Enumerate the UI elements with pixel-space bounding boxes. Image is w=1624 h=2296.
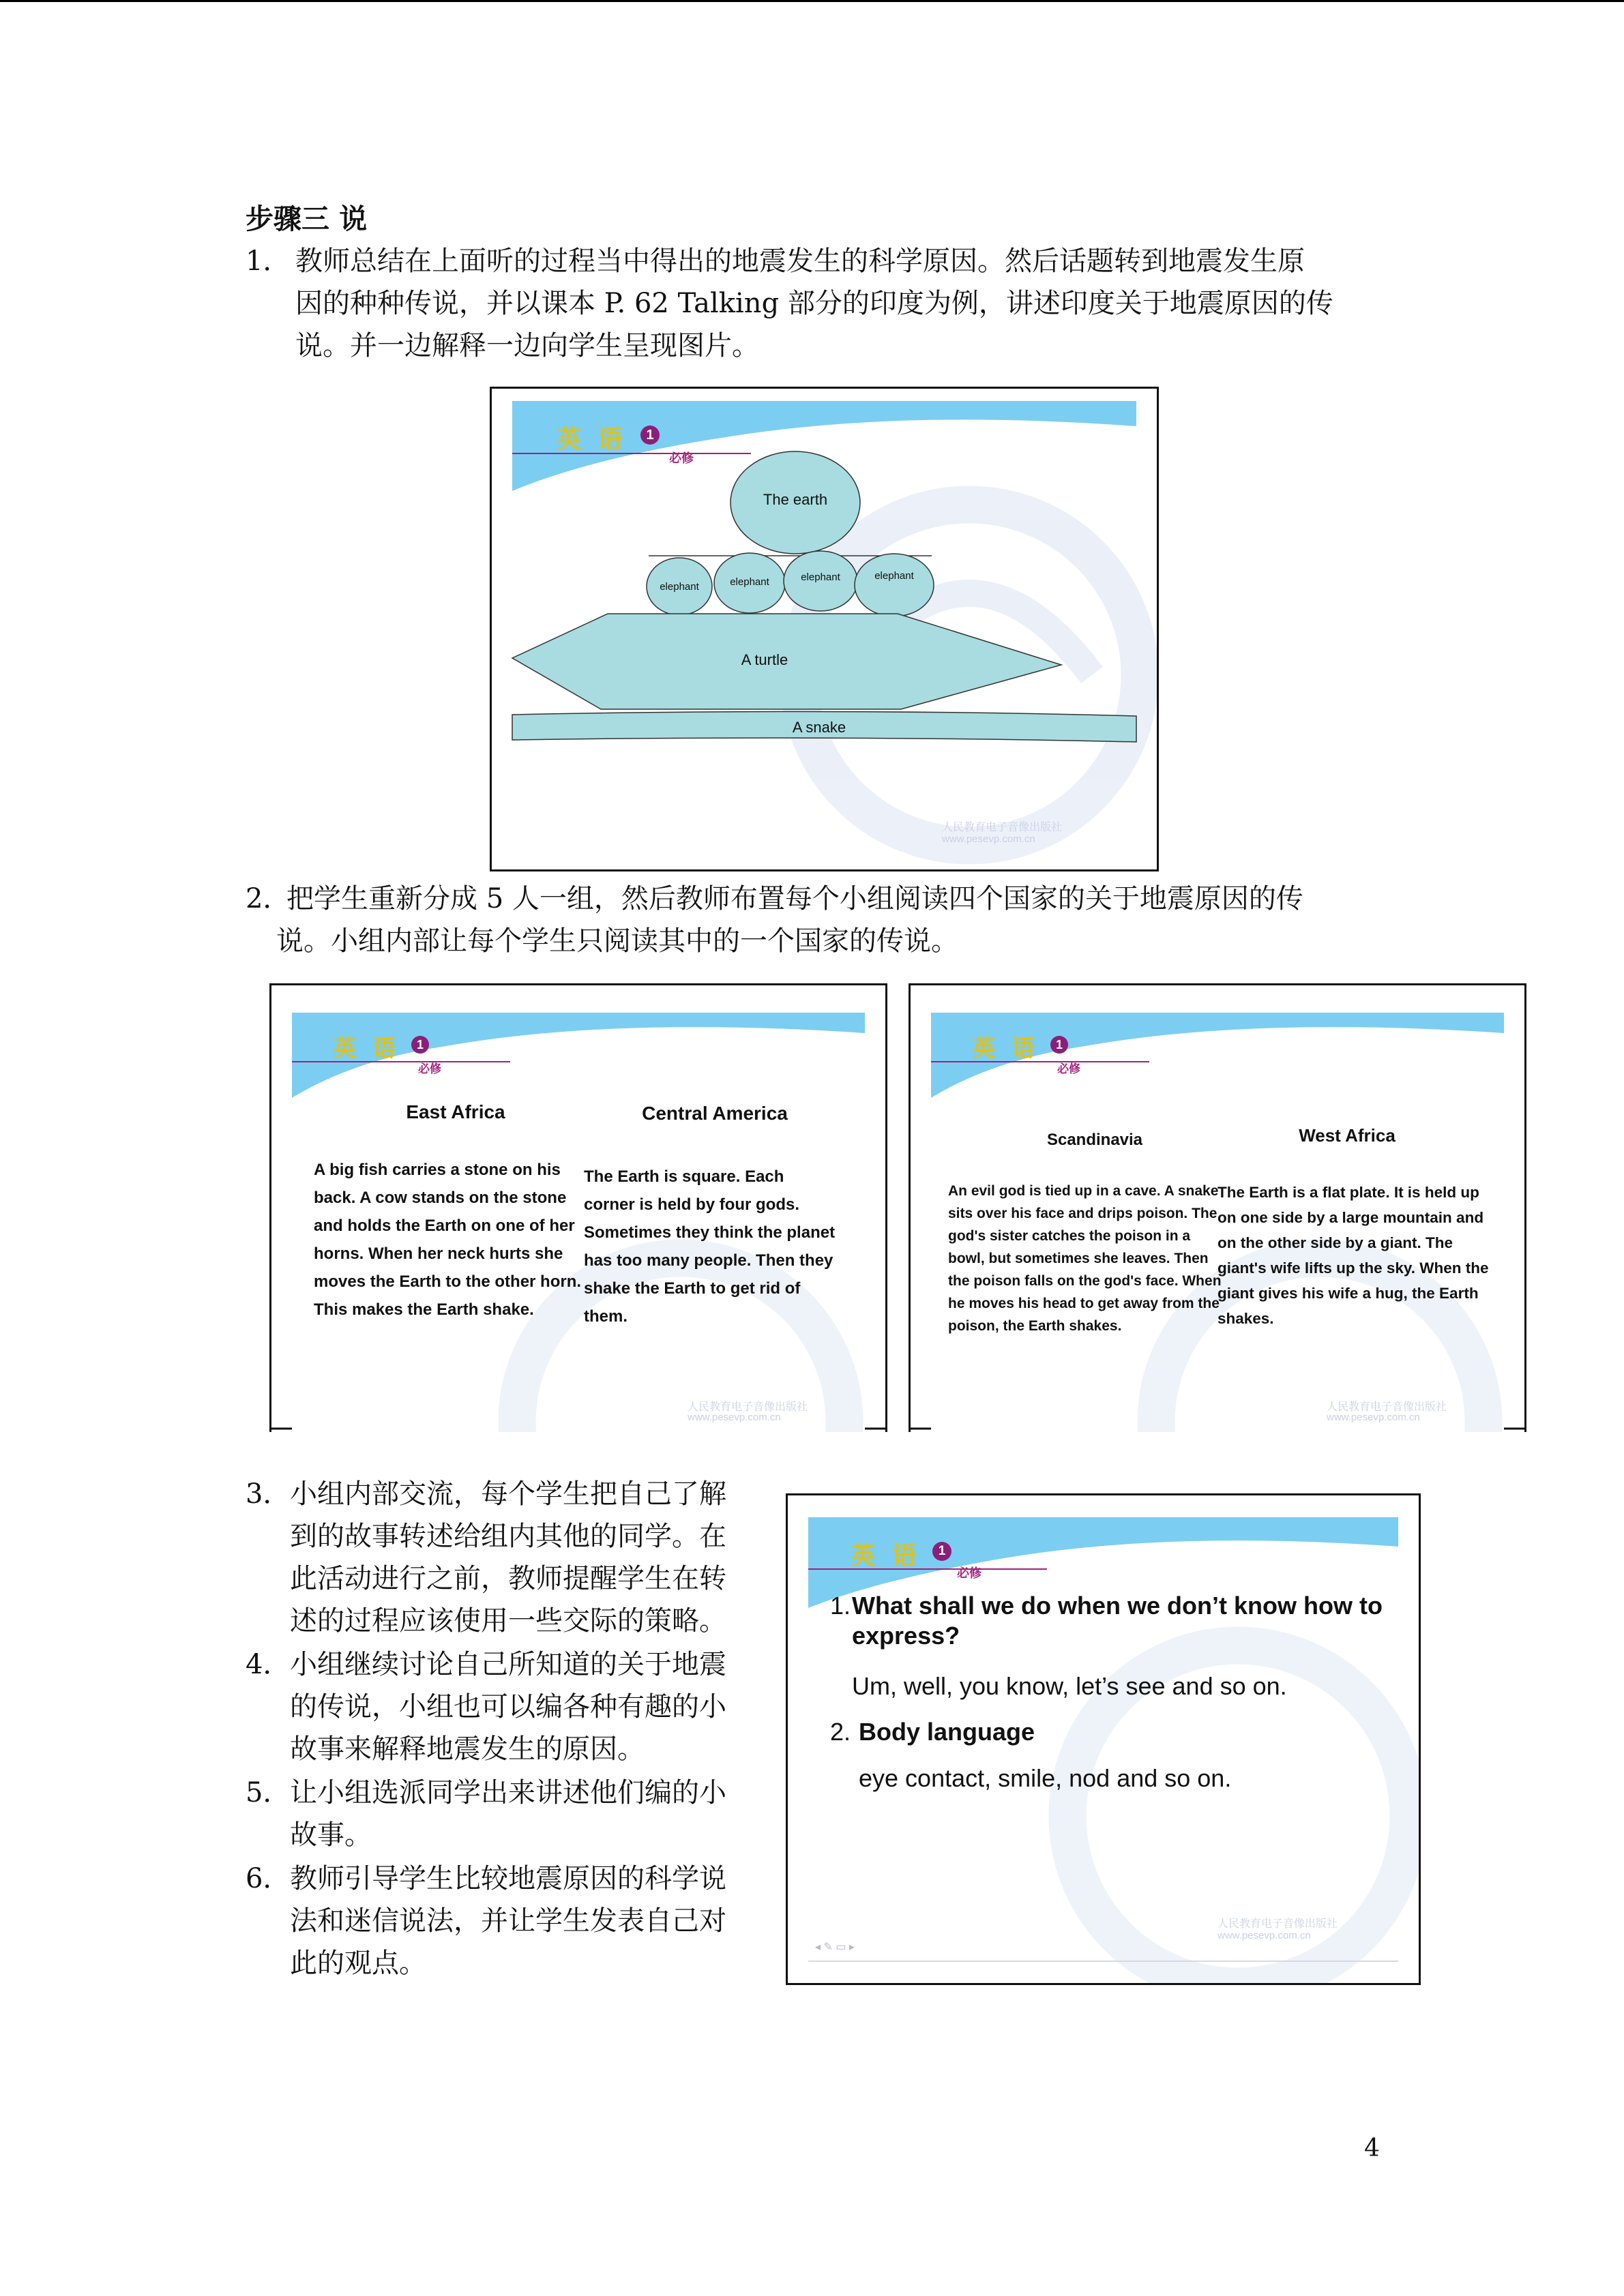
q2-text: Body language [859, 1718, 1035, 1746]
step-2-line-2: 说。小组内部让每个学生只阅读其中的一个国家的传说。 [276, 925, 958, 957]
scandinavia-text: An evil god is tied up in a cave. A snake sits over his face and drips poison. The god's sister catches the poison in a bowl, but sometimes she leaves. Then the poison falls on the god's face. When he moves his head to get away from the poison, the Earth shakes. [948, 1183, 1222, 1334]
page-number: 4 [1364, 2134, 1380, 2162]
step-6-line-2: 法和迷信说法，并让学生发表自己对 [290, 1905, 726, 1937]
section-heading: 步骤三 说 [246, 203, 368, 235]
step-5-number: 5． [246, 1777, 291, 1808]
step-6-number: 6． [246, 1863, 291, 1894]
page-top-border [0, 0, 1624, 2]
slide-communication-strategies [786, 1493, 1421, 1985]
watermark-url-3: www.pesevp.com.cn [1327, 1412, 1420, 1423]
step-1-line-2: 因的种种传说，并以课本 P. 62 Talking 部分的印度为例，讲述印度关于地震原因的传 [295, 288, 1333, 319]
earth-label: The earth [763, 491, 828, 508]
step-2-number: 2． [246, 883, 291, 914]
brand-title-3: 英 语 [972, 1035, 1039, 1062]
brand-badge: 1 [640, 426, 660, 445]
step-3-line-4: 述的过程应该使用一些交际的策略。 [290, 1605, 726, 1637]
central-america-title: Central America [642, 1103, 788, 1124]
brand-title-2: 英 语 [333, 1035, 400, 1062]
brand-subtitle: 必修 [669, 451, 694, 466]
brand-badge-4: 1 [932, 1542, 951, 1561]
elephant-shape-4 [855, 554, 934, 616]
west-africa-title: West Africa [1299, 1125, 1396, 1146]
step-4-line-1: 小组继续讨论自己所知道的关于地震 [290, 1649, 726, 1680]
brand-subtitle-2: 必修 [418, 1062, 441, 1076]
slide-india-legend [490, 387, 1159, 871]
brand-subtitle-4: 必修 [957, 1566, 981, 1581]
q1-text: What shall we do when we don’t know how to express? [852, 1592, 1383, 1650]
step-6-line-1: 教师引导学生比较地震原因的科学说 [290, 1863, 726, 1894]
brand-title: 英 语 [557, 425, 627, 453]
watermark-url: www.pesevp.com.cn [942, 833, 1035, 845]
brand-badge-3: 1 [1050, 1036, 1068, 1054]
west-africa-text: The Earth is a flat plate. It is held up on one side by a large mountain and on the other side by a giant. The giant's wife lifts up the sky. When the giant gives his wife a hug, the Earth shakes. [1217, 1184, 1489, 1327]
step-1-line-3: 说。并一边解释一边向学生呈现图片。 [295, 330, 759, 361]
watermark-url-4: www.pesevp.com.cn [1217, 1930, 1311, 1941]
step-3-line-3: 此活动进行之前，教师提醒学生在转 [290, 1563, 726, 1594]
slide-scandinavia-westafrica [909, 983, 1526, 1432]
elephant-label-3: elephant [801, 571, 840, 583]
scandinavia-title: Scandinavia [1046, 1131, 1143, 1149]
slide-india-graphic [492, 389, 1157, 869]
q2-number: 2. [830, 1718, 851, 1746]
snake-label: A snake [792, 719, 846, 736]
step-3-number: 3． [246, 1478, 291, 1510]
turtle-label: A turtle [741, 651, 788, 668]
step-2-line-1: 把学生重新分成 5 人一组，然后教师布置每个小组阅读四个国家的关于地震原因的传 [286, 883, 1303, 914]
watermark-url-2: www.pesevp.com.cn [688, 1412, 781, 1423]
elephant-label-4: elephant [874, 570, 914, 582]
brand-badge-2: 1 [411, 1036, 429, 1054]
slide-africa-america [269, 983, 887, 1432]
brand-title-4: 英 语 [851, 1541, 921, 1570]
east-africa-text: A big fish carries a stone on his back. A cow stands on the stone and holds the Earth on one of her horns. When her neck hurts she moves the Earth to the other horn. This makes the Earth shake. [314, 1161, 582, 1319]
a1-text: Um, well, you know, let’s see and so on. [852, 1672, 1287, 1700]
elephant-label-2: elephant [730, 576, 769, 588]
watermark-publisher-3: 人民教育电子音像出版社 [1327, 1401, 1447, 1413]
step-4-number: 4． [246, 1649, 291, 1680]
step-1-line-1: 教师总结在上面听的过程当中得出的地震发生的科学原因。然后话题转到地震发生原 [295, 245, 1305, 277]
central-america-text: The Earth is square. Each corner is held by four gods. Sometimes they think the planet has too many people. Then they shake the Earth to get rid of them. [584, 1167, 836, 1326]
watermark-publisher: 人民教育电子音像出版社 [942, 822, 1063, 833]
step-4-line-2: 的传说，小组也可以编各种有趣的小 [290, 1691, 726, 1723]
step-1-number: 1． [246, 245, 291, 277]
watermark-publisher-4: 人民教育电子音像出版社 [1217, 1918, 1338, 1930]
a2-text: eye contact, smile, nod and so on. [859, 1764, 1232, 1792]
step-6-line-3: 此的观点。 [290, 1948, 426, 1979]
step-3-line-1: 小组内部交流，每个学生把自己了解 [290, 1478, 726, 1510]
step-5-line-1: 让小组选派同学出来讲述他们编的小 [290, 1777, 726, 1808]
watermark-publisher-2: 人民教育电子音像出版社 [688, 1401, 808, 1413]
q1-number: 1. [830, 1592, 851, 1620]
brand-subtitle-3: 必修 [1057, 1062, 1080, 1076]
step-3-line-2: 到的故事转述给组内其他的同学。在 [290, 1521, 726, 1552]
step-5-line-2: 故事。 [290, 1819, 372, 1851]
step-4-line-3: 故事来解释地震发生的原因。 [290, 1733, 645, 1765]
elephant-label-1: elephant [660, 581, 699, 593]
nav-controls: ◂ ✎ ▭ ▸ [815, 1941, 855, 1953]
east-africa-title: East Africa [406, 1101, 505, 1122]
